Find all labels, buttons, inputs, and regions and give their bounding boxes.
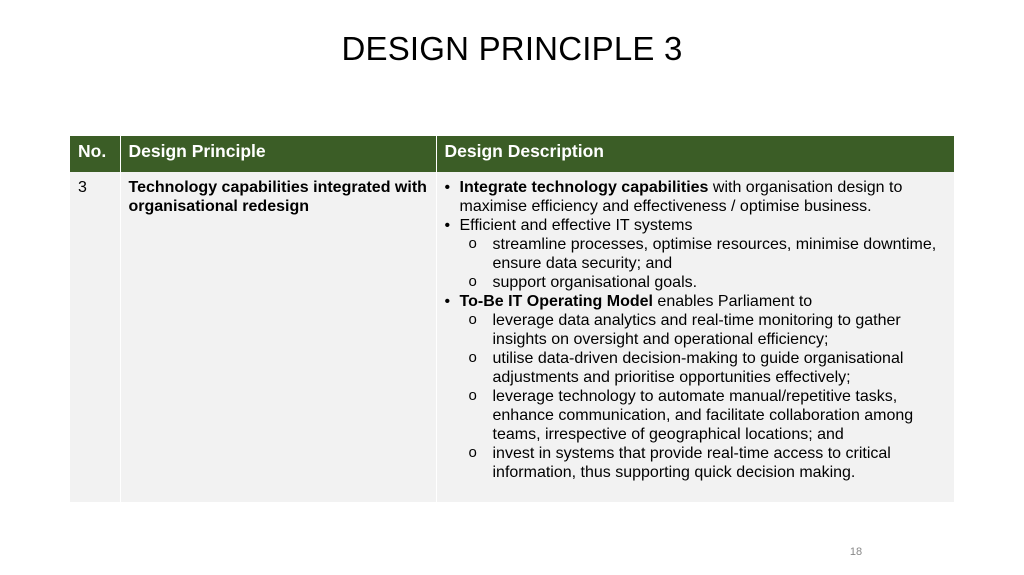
sub-list bbox=[460, 235, 947, 292]
sub-list bbox=[460, 311, 947, 482]
sub-bullet-icon: o bbox=[468, 387, 477, 404]
header-number: No. bbox=[70, 136, 120, 172]
sub-list-item bbox=[469, 387, 947, 444]
list-item bbox=[445, 216, 947, 292]
slide-title: DESIGN PRINCIPLE 3 bbox=[341, 30, 683, 67]
page-number: 18 bbox=[849, 546, 863, 558]
sub-bullet-icon: o bbox=[468, 311, 477, 328]
bullet-icon: • bbox=[444, 293, 451, 310]
description-list bbox=[445, 178, 947, 482]
bullet-icon: • bbox=[444, 217, 451, 234]
header-design-principle: Design Principle bbox=[120, 136, 436, 172]
cell-principle bbox=[120, 172, 436, 502]
principle-text: Technology capabilities integrated with organisational redesign bbox=[128, 179, 427, 215]
sub-bullet-icon: o bbox=[468, 273, 477, 290]
sub-list-item bbox=[469, 235, 947, 273]
sub-item-text: invest in systems that provide real-time access to critical information, thus supporting quick decision making. bbox=[492, 445, 891, 481]
sub-item-text: support organisational goals. bbox=[492, 274, 698, 291]
bullet-icon: • bbox=[444, 179, 451, 196]
list-item bbox=[445, 292, 947, 482]
sub-bullet-icon: o bbox=[468, 349, 477, 366]
sub-item-text: utilise data-driven decision-making to guide organisational adjustments and prioritise opportunities effectively; bbox=[492, 350, 904, 386]
cell-description bbox=[436, 172, 954, 502]
table-row bbox=[70, 172, 954, 502]
sub-bullet-icon: o bbox=[468, 444, 477, 461]
sub-list-item bbox=[469, 444, 947, 482]
item-bold-text: Integrate technology capabilities bbox=[459, 179, 709, 196]
item-bold-text: To-Be IT Operating Model bbox=[459, 293, 653, 310]
cell-number: 3 bbox=[70, 172, 120, 502]
sub-list-item bbox=[469, 311, 947, 349]
sub-bullet-icon: o bbox=[468, 235, 477, 252]
item-text: Efficient and effective IT systems bbox=[459, 217, 693, 234]
item-text: enables Parliament to bbox=[652, 293, 813, 310]
sub-item-text: leverage technology to automate manual/repetitive tasks, enhance communication, and facilitate collaboration among teams, irrespective of geographical locations; and bbox=[492, 388, 914, 443]
header-design-description: Design Description bbox=[436, 136, 954, 172]
sub-list-item bbox=[469, 273, 947, 292]
table-header-row bbox=[70, 136, 954, 172]
sub-item-text: leverage data analytics and real-time monitoring to gather insights on oversight and operational efficiency; bbox=[492, 312, 901, 348]
item-text: with organisation design to maximise efficiency and effectiveness / optimise business. bbox=[459, 179, 903, 215]
sub-list-item bbox=[469, 349, 947, 387]
sub-item-text: streamline processes, optimise resources, minimise downtime, ensure data security; and bbox=[492, 236, 937, 272]
list-item bbox=[445, 178, 947, 216]
design-principle-table bbox=[70, 136, 954, 502]
